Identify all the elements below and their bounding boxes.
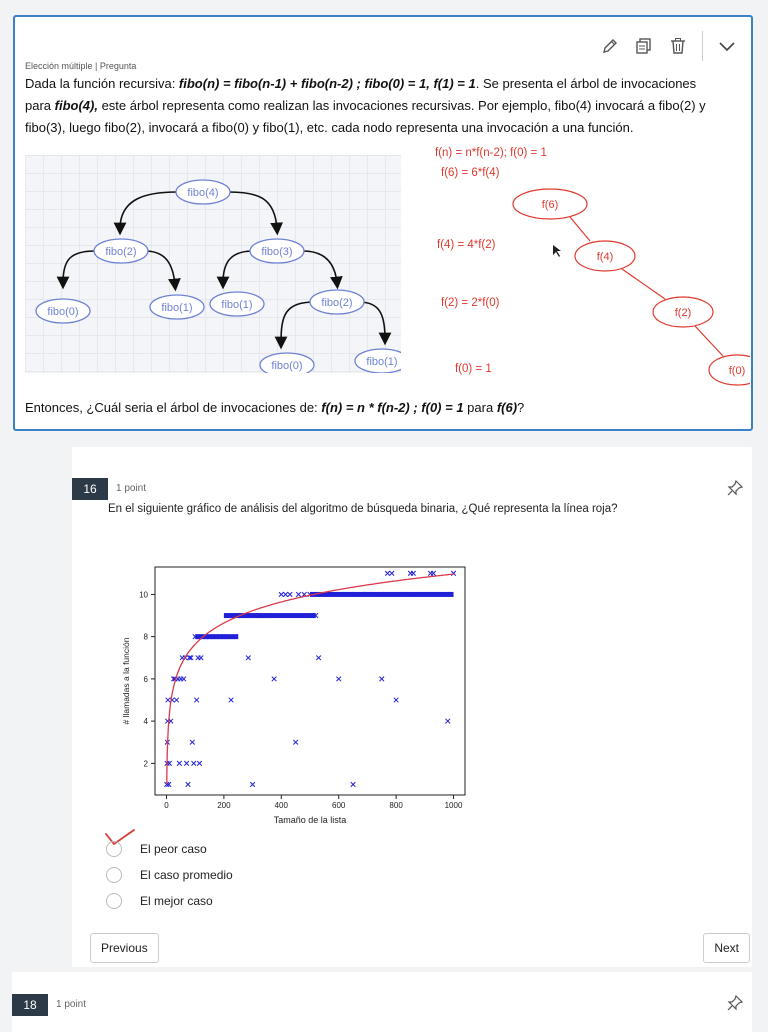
- chevron-down-icon[interactable]: [717, 36, 737, 56]
- question-points: 1 point: [56, 999, 87, 1010]
- pin-icon[interactable]: [726, 994, 744, 1012]
- tree-node: fibo(2): [321, 297, 353, 309]
- annot-f4: f(4) = 4*f(2): [437, 239, 496, 251]
- pin-icon[interactable]: [726, 479, 744, 497]
- option-label: El mejor caso: [140, 894, 213, 908]
- option-worst-case[interactable]: [106, 836, 233, 862]
- y-tick-label: 6: [143, 674, 148, 684]
- statement-line-2: para fibo(4), este árbol representa como realizan las invocaciones recursivas. Por ejemplo, fibo(4) invocará a fibo(2) y: [25, 98, 706, 113]
- option-label: El caso promedio: [140, 868, 233, 882]
- question-number: 18: [12, 994, 48, 1016]
- annot-f2: f(2) = 2*f(0): [441, 297, 500, 309]
- chain-node: f(0): [728, 365, 746, 377]
- previous-button[interactable]: Previous: [90, 933, 159, 963]
- x-axis-label: Tamaño de la lista: [273, 815, 347, 825]
- y-axis-label: # llamadas a la función: [121, 637, 131, 725]
- chain-node: f(4): [596, 251, 614, 263]
- next-button[interactable]: Next: [703, 933, 750, 963]
- y-tick-label: 10: [139, 590, 148, 600]
- tree-node: fibo(4): [187, 187, 219, 199]
- annot-f6: f(6) = 6*f(4): [441, 167, 500, 179]
- tree-node: fibo(1): [161, 302, 193, 314]
- x-tick-label: 600: [332, 801, 346, 810]
- tree-node: fibo(0): [271, 360, 303, 372]
- x-tick-label: 200: [217, 801, 231, 810]
- radio-button[interactable]: [106, 893, 122, 909]
- x-tick-label: 0: [164, 801, 169, 810]
- chain-node: f(6): [541, 199, 559, 211]
- question-text: En el siguiente gráfico de análisis del algoritmo de búsqueda binaria, ¿Qué representa la línea roja?: [108, 503, 618, 515]
- question-editor-card: [13, 15, 753, 431]
- tree-node: fibo(0): [47, 306, 79, 318]
- dense-points-band: [224, 613, 316, 618]
- pencil-icon[interactable]: [600, 36, 620, 56]
- answer-options: [106, 836, 233, 914]
- statement-line-3: fibo(3), luego fibo(2), invocará a fibo(0) y fibo(1), etc. cada nodo representa una invocación a una función.: [25, 120, 634, 135]
- y-tick-label: 4: [143, 717, 148, 727]
- tree-node: fibo(3): [261, 246, 293, 258]
- option-average-case[interactable]: [106, 862, 233, 888]
- tree-node: fibo(2): [105, 246, 137, 258]
- toolbar-divider: [702, 31, 703, 61]
- y-tick-label: 2: [143, 759, 148, 769]
- question-points: 1 point: [116, 483, 147, 494]
- y-tick-label: 8: [143, 632, 148, 642]
- question-statement: [25, 73, 735, 139]
- trash-icon[interactable]: [668, 36, 688, 56]
- copy-icon[interactable]: [634, 36, 654, 56]
- radio-button[interactable]: [106, 841, 122, 857]
- x-tick-label: 800: [389, 801, 403, 810]
- factorial-chain-diagram: [425, 142, 750, 392]
- dense-points-band: [310, 592, 454, 597]
- annot-f0: f(0) = 1: [455, 363, 492, 375]
- statement-line-1: Dada la función recursiva: fibo(n) = fibo(n-1) + fibo(n-2) ; fibo(0) = 1, f(1) = 1. Se presenta el árbol de invocaciones: [25, 76, 697, 91]
- x-tick-label: 1000: [444, 801, 463, 810]
- question-type-label: Elección múltiple | Pregunta: [25, 61, 137, 71]
- chain-node: f(2): [674, 307, 692, 319]
- tree-node: fibo(1): [366, 356, 398, 368]
- option-label: El peor caso: [140, 842, 207, 856]
- question-toolbar: [600, 31, 737, 61]
- option-best-case[interactable]: [106, 888, 233, 914]
- tree-node: fibo(1): [221, 299, 253, 311]
- fibo-tree-diagram: [25, 155, 401, 373]
- binary-search-chart: [120, 555, 480, 825]
- x-tick-label: 400: [274, 801, 288, 810]
- question-prompt: Entonces, ¿Cuál seria el árbol de invocaciones de: f(n) = n * f(n-2) ; f(0) = 1 para f(6)?: [25, 400, 525, 415]
- quiz-question-16: [72, 447, 752, 967]
- question-number: 16: [72, 478, 108, 500]
- mouse-cursor-icon: [553, 245, 561, 257]
- radio-button[interactable]: [106, 867, 122, 883]
- quiz-question-18: [12, 972, 752, 1032]
- annot-def: f(n) = n*f(n-2); f(0) = 1: [435, 147, 547, 159]
